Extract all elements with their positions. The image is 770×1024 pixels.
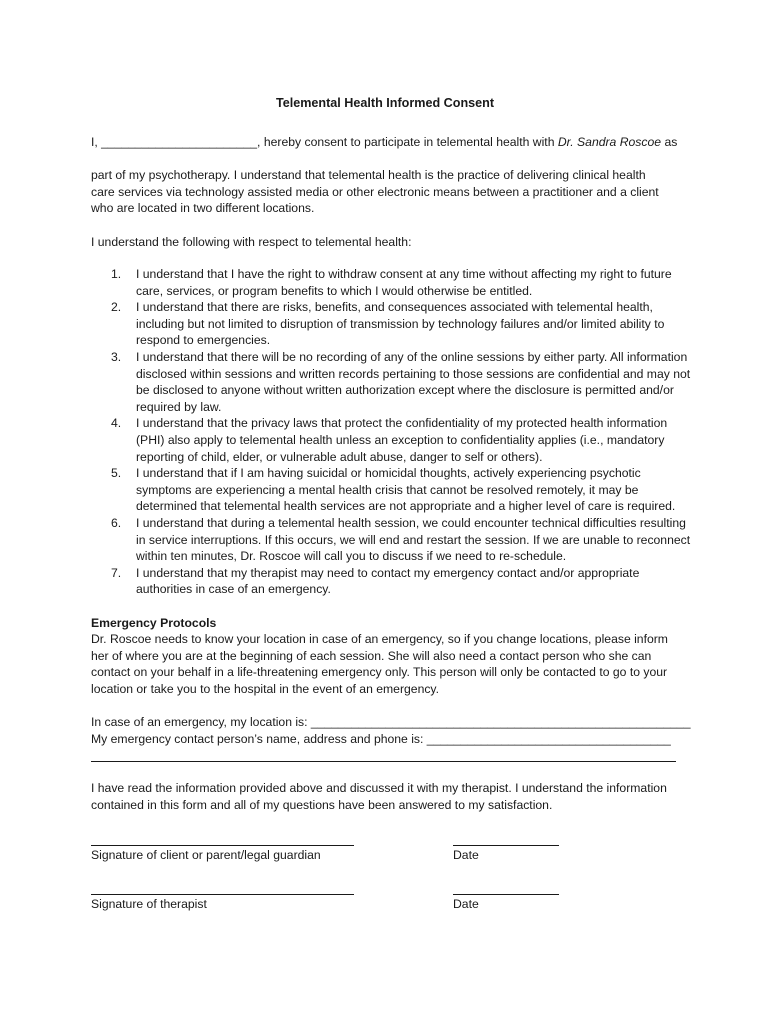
list-item-number: 6. (111, 515, 122, 530)
client-signature-label: Signature of client or parent/legal guardian (91, 848, 321, 862)
emergency-protocols-heading: Emergency Protocols (91, 616, 217, 630)
therapist-signature-label: Signature of therapist (91, 897, 207, 911)
list-item-number: 4. (111, 416, 122, 431)
list-item-number: 7. (111, 565, 122, 580)
list-item (91, 299, 691, 349)
list-item (91, 565, 691, 598)
acknowledgement-paragraph: I have read the information provided above and discussed it with my therapist. I understand the information contained in this form and all of my questions have been answered to my satisfaction. (91, 781, 667, 812)
therapist-date-label: Date (453, 897, 479, 911)
emergency-contact-continuation-line[interactable] (91, 761, 676, 762)
list-item-text: I understand that there will be no recording of any of the online sessions by either party. All information disclosed within sessions and written records pertaining to those sessions are confidential and may not be disclosed to anyone without written authorization except where the disclosure is permitted and/or required by law. (136, 349, 691, 414)
list-item-text: I understand that the privacy laws that protect the confidentiality of my protected health information (PHI) also apply to telemental health unless an exception to confidentiality applies (i.e., mandatory reporting of child, elder, or vulnerable adult abuse, danger to self or others). (136, 416, 668, 464)
list-item (91, 266, 691, 299)
list-item (91, 515, 691, 565)
emergency-contact-field[interactable]: My emergency contact person’s name, address and phone is: ____________________________________ (91, 731, 671, 746)
list-item (91, 349, 691, 415)
client-date-label: Date (453, 848, 479, 862)
list-item-text: I understand that there are risks, benefits, and consequences associated with telemental health, including but not limited to disruption of transmission by technology failures and/or limited ability to respond to emergencies. (136, 300, 665, 348)
list-item-number: 3. (111, 349, 122, 364)
therapist-signature-line[interactable] (91, 894, 354, 895)
intro-suffix: as (661, 135, 678, 149)
therapist-name: Dr. Sandra Roscoe (557, 135, 662, 149)
consent-items-list (91, 266, 691, 598)
client-date-line[interactable] (453, 845, 559, 846)
understanding-lead-in: I understand the following with respect to telemental health: (91, 235, 412, 249)
list-item-text: I understand that if I am having suicidal or homicidal thoughts, actively experiencing psychotic symptoms are experiencing a mental health crisis that cannot be resolved remotely, it may be determined that telemental health services are not appropriate and a higher level of care is required. (136, 466, 676, 514)
psychotherapy-paragraph: part of my psychotherapy. I understand that telemental health is the practice of delivering clinical health care services via technology assisted media or other electronic means between a practitioner and a client who are located in two different locations. (91, 168, 659, 216)
list-item-text: I understand that my therapist may need to contact my emergency contact and/or appropriate authorities in case of an emergency. (136, 565, 640, 597)
list-item-text: I understand that I have the right to withdraw consent at any time without affecting my right to future care, services, or program benefits to which I would otherwise be entitled. (136, 267, 672, 298)
list-item (91, 415, 691, 465)
emergency-fields (91, 714, 691, 747)
list-item (91, 465, 691, 515)
emergency-location-field[interactable]: In case of an emergency, my location is: ________________________________________________________ (91, 715, 691, 729)
client-signature-line[interactable] (91, 845, 354, 846)
page-title: Telemental Health Informed Consent (275, 96, 495, 110)
list-item-number: 5. (111, 466, 122, 481)
list-item-number: 2. (111, 300, 122, 315)
therapist-date-line[interactable] (453, 894, 559, 895)
emergency-protocols-body: Dr. Roscoe needs to know your location in case of an emergency, so if you change locations, please inform her of where you are at the beginning of each session. She will also need a contact person who she can contact on your behalf in a life-threatening emergency only. This person will only be contacted to go to your location or take you to the hospital in the event of an emergency. (91, 632, 668, 696)
intro-prefix: I, _______________________, hereby consent to participate in telemental health with (91, 135, 558, 149)
consent-intro-line (91, 134, 691, 151)
list-item-text: I understand that during a telemental health session, we could encounter technical difficulties resulting in service interruptions. If this occurs, we will end and restart the session. If we are unable to reconnect within ten minutes, Dr. Roscoe will call you to discuss if we need to re-schedule. (136, 515, 691, 564)
list-item-number: 1. (111, 267, 122, 281)
